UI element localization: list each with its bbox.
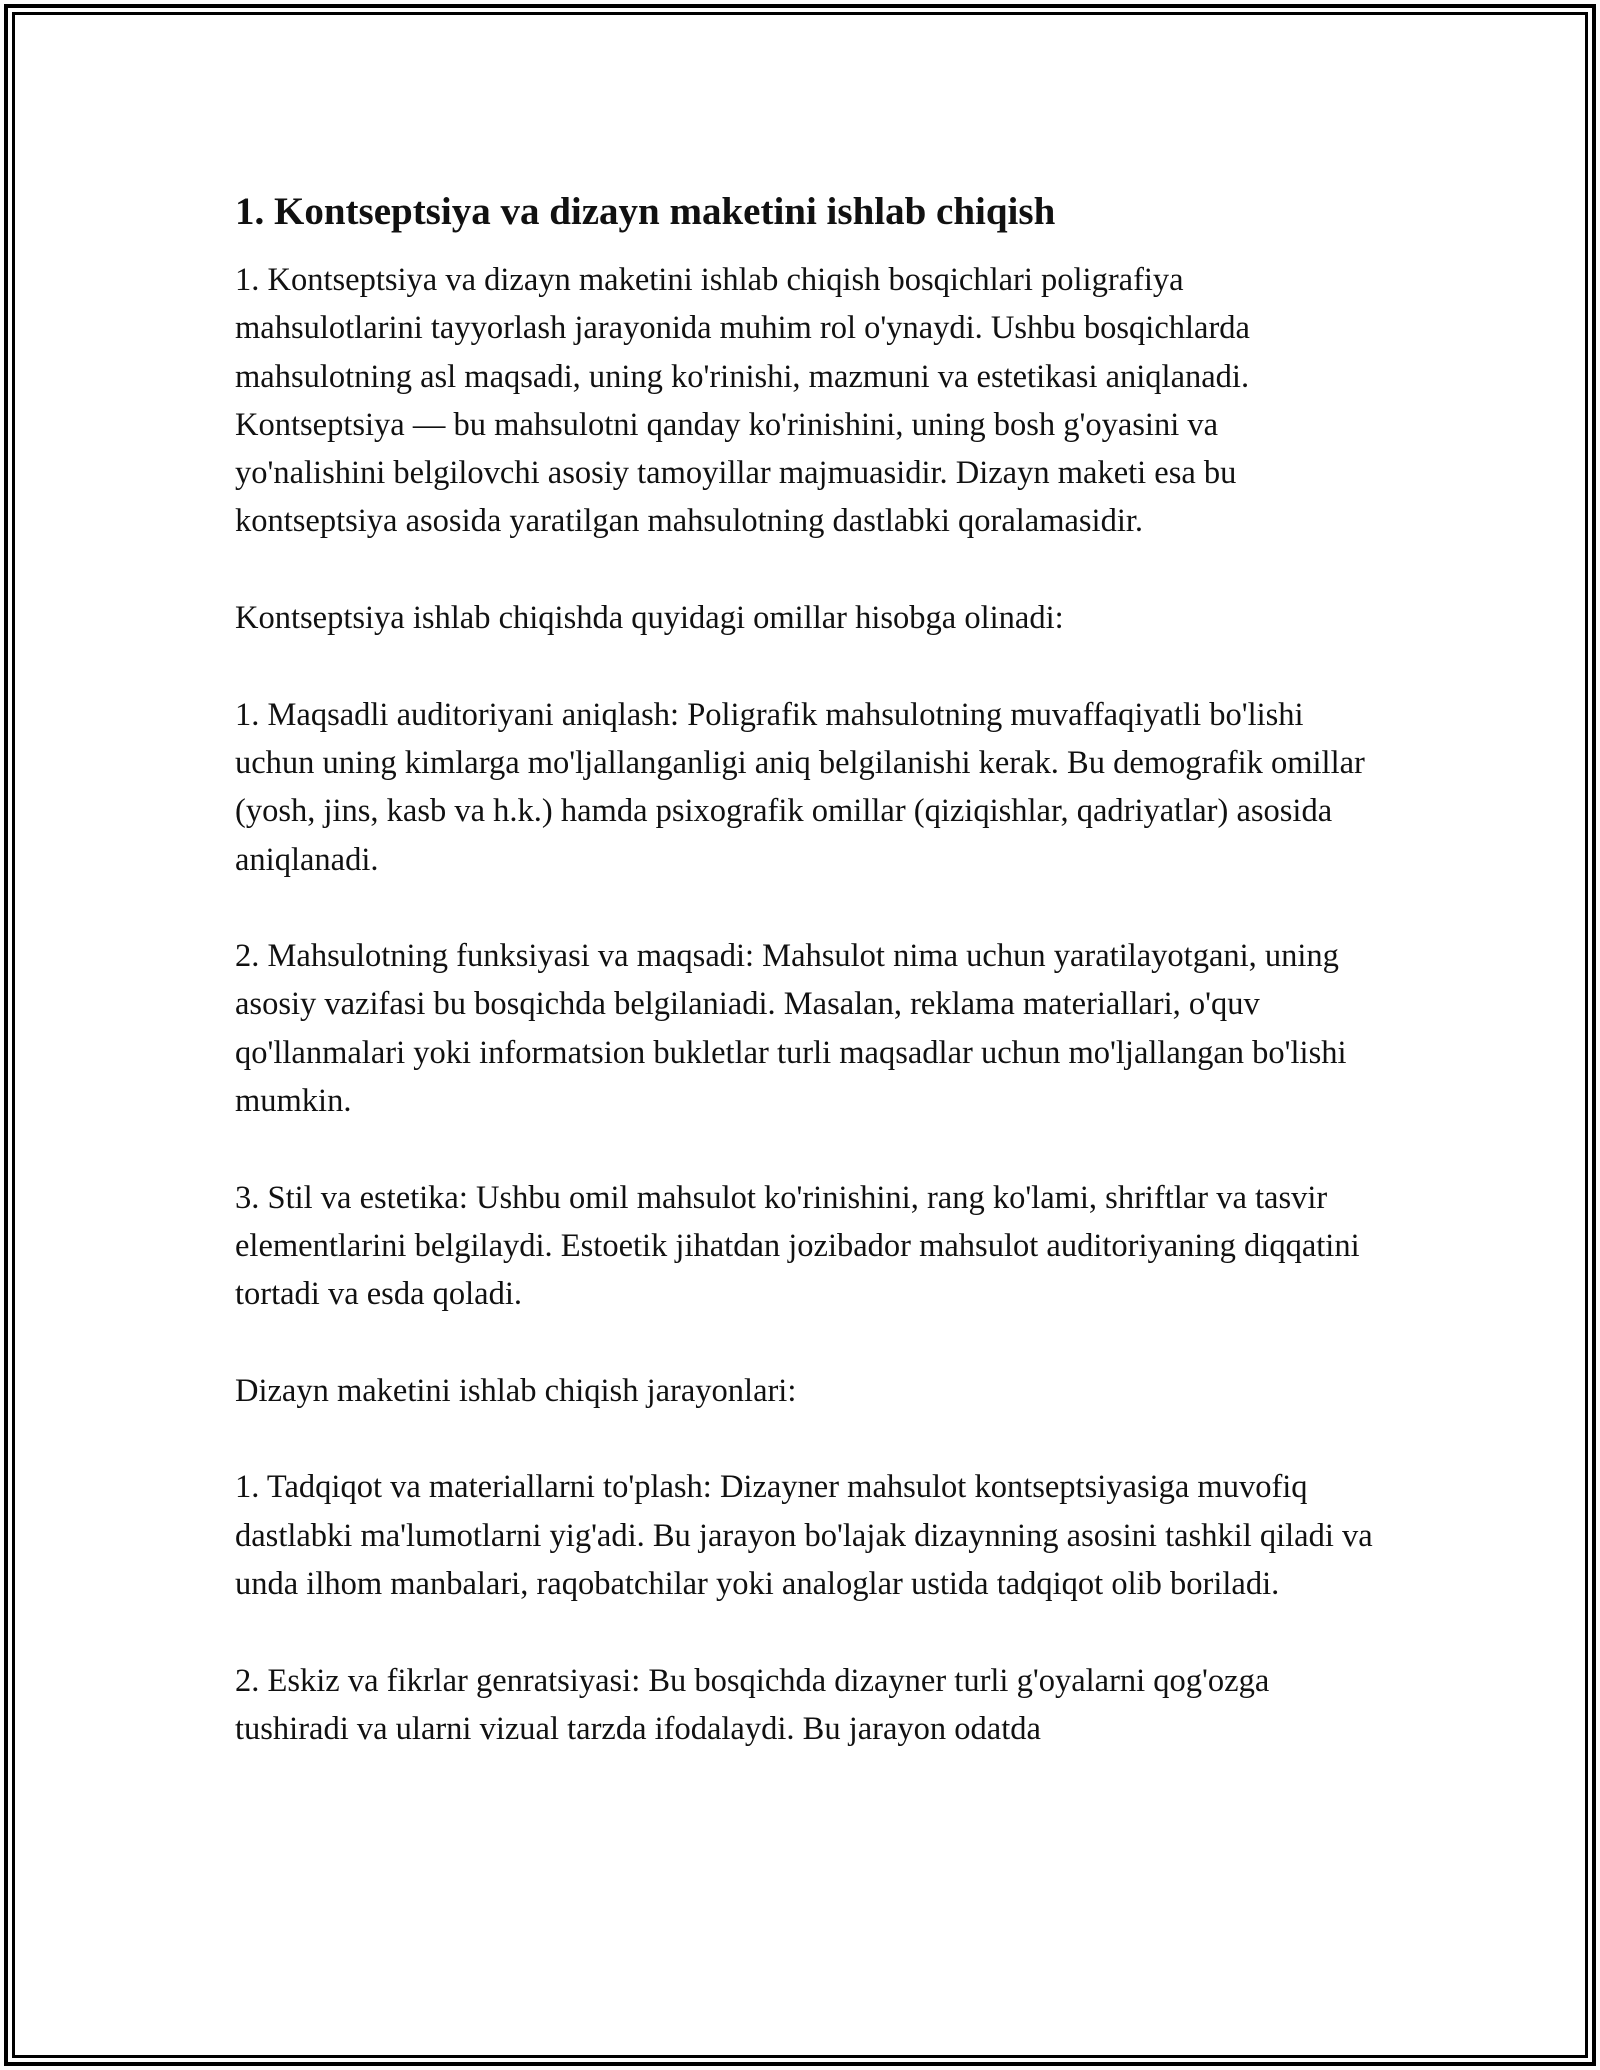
paragraph-sketch-ideas: 2. Eskiz va fikrlar genratsiyasi: Bu bosqichda dizayner turli g'oyalarni qog'ozga tushiradi va ularni vizual tarzda ifodalaydi. Bu jarayon odatda (235, 1662, 1270, 1747)
paragraph-research: 1. Tadqiqot va materiallarni to'plash: Dizayner mahsulot kontseptsiyasiga muvofiq dastlabki ma'lumotlarni yig'adi. Bu jarayon bo'lajak dizaynning asosini tashkil qiladi va unda ilhom manbalari, raqobatchilar yoki analoglar ustida tadqiqot olib boriladi. (235, 1469, 1373, 1603)
paragraph-style-aesthetics: 3. Stil va estetika: Ushbu omil mahsulot ko'rinishini, rang ko'lami, shriftlar va tasvir elementlarini belgilaydi. Estoetik jihatdan jozibador mahsulot auditoriyaning diqqatini tortadi va esda qoladi. (235, 1179, 1360, 1313)
paragraph-intro: 1. Kontseptsiya va dizayn maketini ishlab chiqish bosqichlari poligrafiya mahsulotlarini tayyorlash jarayonida muhim rol o'ynaydi. Ushbu bosqichlarda mahsulotning asl maqsadi, uning ko'rinishi, mazmuni va estetikasi aniqlanadi. Kontseptsiya — bu mahsulotni qanday ko'rinishini, uning bosh g'oyasini va yo'nalishini belgilovchi asosiy tamoyillar majmuasidir. Dizayn maketi esa bu kontseptsiya asosida yaratilgan mahsulotning dastlabki qoralamasidir. (235, 262, 1250, 540)
document-body (235, 186, 1375, 1802)
paragraph-layout-process-lead: Dizayn maketini ishlab chiqish jarayonlari: (235, 1372, 797, 1409)
paragraph-concept-factors-lead: Kontseptsiya ishlab chiqishda quyidagi omillar hisobga olinadi: (235, 600, 1064, 637)
section-heading: 1. Kontseptsiya va dizayn maketini ishlab chiqish (235, 190, 1056, 233)
paragraph-target-audience: 1. Maqsadli auditoriyani aniqlash: Poligrafik mahsulotning muvaffaqiyatli bo'lishi uchun uning kimlarga mo'ljallanganligi aniq belgilanishi kerak. Bu demografik omillar (yosh, jins, kasb va h.k.) hamda psixografik omillar (qiziqishlar, qadriyatlar) asosida aniqlanadi. (235, 696, 1365, 878)
paragraph-function-purpose: 2. Mahsulotning funksiyasi va maqsadi: Mahsulot nima uchun yaratilayotgani, uning asosiy vazifasi bu bosqichda belgilaniadi. Masalan, reklama materiallari, o'quv qo'llanmalari yoki informatsion bukletlar turli maqsadlar uchun mo'ljallangan bo'lishi mumkin. (235, 938, 1347, 1120)
